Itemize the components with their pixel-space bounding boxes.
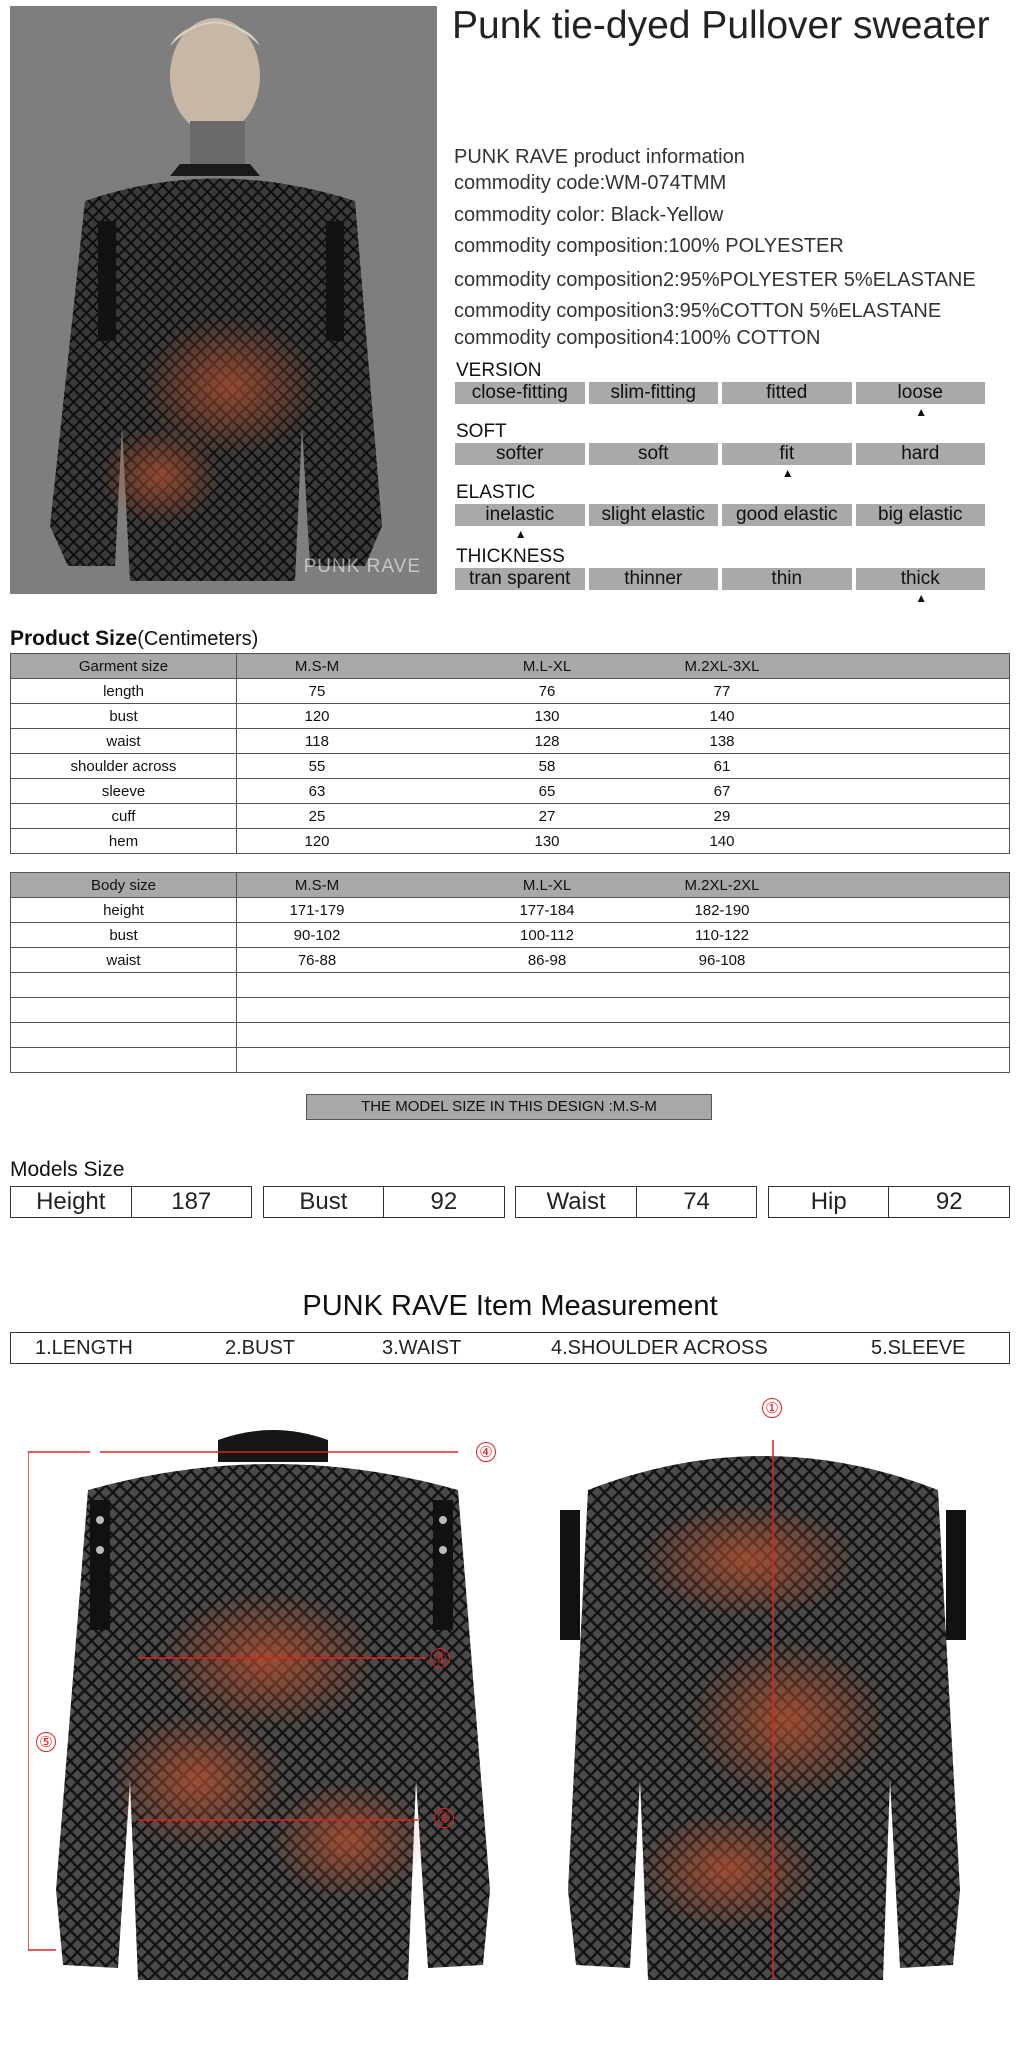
table-cell: 77	[713, 682, 731, 700]
table-row-values	[237, 729, 1010, 754]
attr-label-elastic: ELASTIC	[456, 482, 536, 503]
table-row-values	[237, 829, 1010, 854]
table-row-label: shoulder across	[11, 754, 237, 779]
callout-1: ①	[762, 1398, 782, 1418]
attr-scale-version	[455, 382, 985, 404]
attr-option: soft	[589, 443, 719, 465]
info-line-color: commodity color: Black-Yellow	[454, 204, 724, 226]
table-header-values	[237, 654, 1010, 679]
table-row-label	[11, 998, 237, 1023]
attr-option: slight elastic	[589, 504, 719, 526]
table-row-values	[237, 1023, 1010, 1048]
table-row	[11, 679, 1010, 704]
table-row-label: sleeve	[11, 779, 237, 804]
table-row	[11, 754, 1010, 779]
attr-option: loose	[856, 382, 986, 404]
table-cell: 86-98	[527, 951, 567, 969]
measurement-item-length: 1.LENGTH	[35, 1337, 133, 1359]
table-row-values	[237, 754, 1010, 779]
table-row	[11, 804, 1010, 829]
table-row	[11, 998, 1010, 1023]
table-cell: 63	[308, 782, 326, 800]
table-row-label	[11, 973, 237, 998]
table-cell: 140	[709, 832, 735, 850]
model-bust-value: 92	[383, 1187, 504, 1217]
attr-label-soft: SOFT	[456, 421, 507, 442]
model-waist-box	[515, 1186, 757, 1218]
model-height-box	[10, 1186, 252, 1218]
attr-scale-elastic	[455, 504, 985, 526]
table-cell: 25	[308, 807, 326, 825]
attr-option: thin	[722, 568, 852, 590]
measurement-item-waist: 3.WAIST	[382, 1337, 462, 1359]
table-header-cell: M.L-XL	[522, 876, 572, 894]
table-row-values	[237, 923, 1010, 948]
model-hip-box	[768, 1186, 1010, 1218]
table-row	[11, 729, 1010, 754]
table-cell: 120	[304, 832, 330, 850]
info-heading: PUNK RAVE product information	[454, 146, 745, 168]
sweater-back-illustration	[548, 1420, 978, 1980]
table-row-label: cuff	[11, 804, 237, 829]
table-cell: 29	[713, 807, 731, 825]
table-row-values	[237, 679, 1010, 704]
measurement-item-shoulder: 4.SHOULDER ACROSS	[551, 1337, 768, 1359]
measurement-title: PUNK RAVE Item Measurement	[302, 1290, 718, 1322]
table-row-values	[237, 704, 1010, 729]
table-cell: 171-179	[289, 901, 345, 919]
table-row	[11, 898, 1010, 923]
attr-selected-marker: ▲	[781, 466, 794, 480]
model-bust-label: Bust	[299, 1188, 348, 1215]
info-line-code: commodity code:WM-074TMM	[454, 172, 727, 194]
table-header-cell: M.S-M	[294, 657, 340, 675]
model-hip-value: 92	[888, 1187, 1009, 1217]
table-row-label: bust	[11, 704, 237, 729]
info-line-composition2: commodity composition2:95%POLYESTER 5%ELASTANE	[454, 269, 976, 291]
table-row-label	[11, 1023, 237, 1048]
sweater-front-illustration	[28, 1420, 518, 1980]
table-cell: 182-190	[694, 901, 750, 919]
model-waist-label: Waist	[546, 1188, 606, 1215]
attr-option: inelastic	[455, 504, 585, 526]
models-size-title: Models Size	[10, 1158, 125, 1181]
table-row	[11, 923, 1010, 948]
measurement-legend	[10, 1332, 1010, 1364]
table-header-row	[11, 654, 1010, 679]
model-hip-label: Hip	[810, 1188, 847, 1215]
measurement-item-bust: 2.BUST	[225, 1337, 296, 1359]
attr-option: good elastic	[722, 504, 852, 526]
table-row-label	[11, 1048, 237, 1073]
product-size-title: Product Size(Centimeters)	[10, 627, 259, 650]
attr-label-version: VERSION	[456, 360, 542, 381]
table-header-cell: M.S-M	[294, 876, 340, 894]
attr-option: tran sparent	[455, 568, 585, 590]
table-header-row	[11, 873, 1010, 898]
table-cell: 96-108	[698, 951, 746, 969]
table-row-label: hem	[11, 829, 237, 854]
table-row	[11, 779, 1010, 804]
table-row-values	[237, 898, 1010, 923]
table-row-label: length	[11, 679, 237, 704]
table-cell: 90-102	[293, 926, 341, 944]
table-row-values	[237, 948, 1010, 973]
table-header-cell: M.2XL-3XL	[684, 657, 760, 675]
attr-option: fitted	[722, 382, 852, 404]
attr-selected-marker: ▲	[514, 527, 527, 541]
measurement-item-sleeve: 5.SLEEVE	[871, 1337, 966, 1359]
table-cell: 177-184	[519, 901, 575, 919]
info-line-composition: commodity composition:100% POLYESTER	[454, 235, 844, 257]
attr-option: softer	[455, 443, 585, 465]
table-cell: 27	[538, 807, 556, 825]
callout-5: ⑤	[36, 1732, 56, 1752]
table-cell: 65	[538, 782, 556, 800]
attr-option: thick	[856, 568, 986, 590]
info-line-composition4: commodity composition4:100% COTTON	[454, 327, 821, 349]
table-cell: 140	[709, 707, 735, 725]
table-cell: 61	[713, 757, 731, 775]
product-photo	[10, 6, 437, 594]
table-cell: 55	[308, 757, 326, 775]
table-row	[11, 1048, 1010, 1073]
product-title: Punk tie-dyed Pullover sweater	[452, 4, 990, 47]
attr-option: slim-fitting	[589, 382, 719, 404]
table-cell: 75	[308, 682, 326, 700]
model-height-value: 187	[131, 1187, 252, 1217]
table-header-cell: M.2XL-2XL	[684, 876, 760, 894]
table-header-values	[237, 873, 1010, 898]
table-header-cell: Body size	[11, 873, 237, 898]
table-row	[11, 973, 1010, 998]
attr-scale-soft	[455, 443, 985, 465]
model-bust-box	[263, 1186, 505, 1218]
attr-option: big elastic	[856, 504, 986, 526]
table-row-values	[237, 804, 1010, 829]
table-header-cell: M.L-XL	[522, 657, 572, 675]
callout-3: ③	[430, 1648, 450, 1668]
table-cell: 130	[534, 707, 560, 725]
table-header-cell: Garment size	[11, 654, 237, 679]
attr-scale-thickness	[455, 568, 985, 590]
watermark: PUNK RAVE	[303, 556, 421, 577]
info-line-composition3: commodity composition3:95%COTTON 5%ELASTANE	[454, 300, 942, 322]
table-row-values	[237, 779, 1010, 804]
callout-2: ②	[434, 1808, 454, 1828]
table-cell: 110-122	[695, 926, 749, 944]
table-cell: 67	[713, 782, 731, 800]
table-row-values	[237, 998, 1010, 1023]
table-cell: 76	[538, 682, 556, 700]
table-row	[11, 1023, 1010, 1048]
table-cell: 128	[534, 732, 560, 750]
table-row-label: waist	[11, 729, 237, 754]
model-size-note: THE MODEL SIZE IN THIS DESIGN :M.S-M	[306, 1094, 712, 1120]
table-cell: 58	[538, 757, 556, 775]
table-row	[11, 829, 1010, 854]
table-row-label: waist	[11, 948, 237, 973]
table-cell: 100-112	[520, 926, 574, 944]
table-row-values	[237, 973, 1010, 998]
product-size-table	[10, 653, 1010, 854]
model-waist-value: 74	[636, 1187, 757, 1217]
callout-4: ④	[476, 1442, 496, 1462]
attr-option: thinner	[589, 568, 719, 590]
table-cell: 118	[305, 732, 329, 750]
table-row	[11, 948, 1010, 973]
attr-option: close-fitting	[455, 382, 585, 404]
model-photo-illustration	[10, 6, 437, 594]
table-row-values	[237, 1048, 1010, 1073]
table-cell: 138	[709, 732, 735, 750]
attr-selected-marker: ▲	[915, 405, 928, 419]
table-cell: 76-88	[297, 951, 337, 969]
attr-option: fit	[722, 443, 852, 465]
table-cell: 130	[534, 832, 560, 850]
table-cell: 120	[304, 707, 330, 725]
attr-selected-marker: ▲	[915, 591, 928, 605]
model-height-label: Height	[36, 1188, 106, 1215]
table-row-label: height	[11, 898, 237, 923]
attr-label-thickness: THICKNESS	[456, 546, 565, 567]
table-row	[11, 704, 1010, 729]
attr-option: hard	[856, 443, 986, 465]
table-row-label: bust	[11, 923, 237, 948]
body-size-table	[10, 872, 1010, 1073]
models-size-row	[10, 1186, 1010, 1218]
